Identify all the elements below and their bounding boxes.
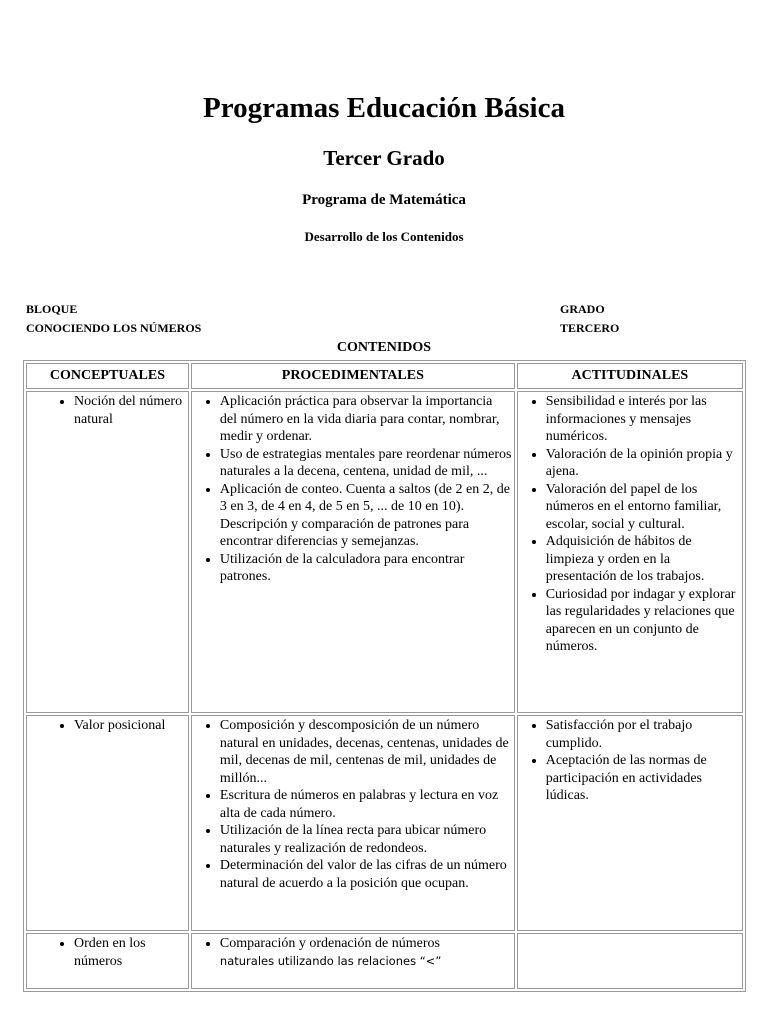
table-row [26,715,743,931]
actitudinal-cell [517,933,743,989]
list-item: • Orden en los números [74,935,186,970]
section-title: Desarrollo de los Contenidos [304,229,464,244]
list-item: • Sensibilidad e interés por las informaciones y mensajes numéricos. [546,393,740,446]
bloque-value: CONOCIENDO LOS NÚMEROS [26,321,202,335]
bloque-label: BLOQUE [26,302,78,316]
list-item: • Noción del número natural [74,393,186,428]
grade-title: Tercer Grado [323,146,445,170]
list-item: • Satisfacción por el trabajo cumplido. [546,717,740,752]
procedimental-cell [191,933,515,989]
list-item: • Valoración de la opinión propia y ajena. [546,446,740,481]
header-procedimentales: PROCEDIMENTALES [191,363,515,389]
list-item: • Escritura de números en palabras y lectura en voz alta de cada número. [220,787,512,822]
page-title: Programas Educación Básica [203,92,565,124]
conceptual-cell [26,715,189,931]
procedimental-cell [191,391,515,713]
list-item: • Utilización de la calculadora para encontrar patrones. [220,551,512,586]
conceptual-cell [26,933,189,989]
grado-label: GRADO [560,302,605,316]
list-item: • Valor posicional [74,717,186,735]
table-row [26,933,743,989]
list-item: • Aceptación de las normas de participación en actividades lúdicas. [546,752,740,805]
header-conceptuales: CONCEPTUALES [26,363,189,389]
contenidos-caption: CONTENIDOS [336,340,432,355]
list-item-text: Comparación y ordenación de números [219,936,440,951]
grado-value: TERCERO [560,321,620,335]
table-header-row [26,363,743,389]
list-item: • Valoración del papel de los números en el entorno familiar, escolar, social y cultural. [546,481,740,534]
list-item: • Determinación del valor de las cifras de un número natural de acuerdo a la posición que ocupan. [220,857,512,892]
procedimental-cell [191,715,515,931]
contenidos-table [23,360,746,992]
list-item [220,935,512,970]
actitudinal-cell [517,715,743,931]
list-item-text-continued: naturales utilizando las relaciones “<” [219,953,442,968]
program-title: Programa de Matemática [302,192,466,208]
list-item: • Aplicación de conteo. Cuenta a saltos (de 2 en 2, de 3 en 3, de 4 en 4, de 5 en 5, ... de 10 en 10). Descripción y comparación de patrones para encontrar diferencias y semejanzas. [220,481,512,551]
list-item: • Curiosidad por indagar y explorar las regularidades y relaciones que aparecen en un conjunto de números. [546,586,740,656]
list-item: • Uso de estrategias mentales pare reordenar números naturales a la decena, centena, unidad de mil, ... [220,446,512,481]
list-item: • Adquisición de hábitos de limpieza y orden en la presentación de los trabajos. [546,533,740,586]
conceptual-cell [26,391,189,713]
list-item: • Composición y descomposición de un número natural en unidades, decenas, centenas, unidades de mil, decenas de mil, centenas de mil, unidades de millón... [220,717,512,787]
list-item: • Utilización de la línea recta para ubicar número naturales y realización de redondeos. [220,822,512,857]
list-item: • Aplicación práctica para observar la importancia del número en la vida diaria para contar, nombrar, medir y ordenar. [220,393,512,446]
actitudinal-cell [517,391,743,713]
header-actitudinales: ACTITUDINALES [517,363,743,389]
table-row [26,391,743,713]
